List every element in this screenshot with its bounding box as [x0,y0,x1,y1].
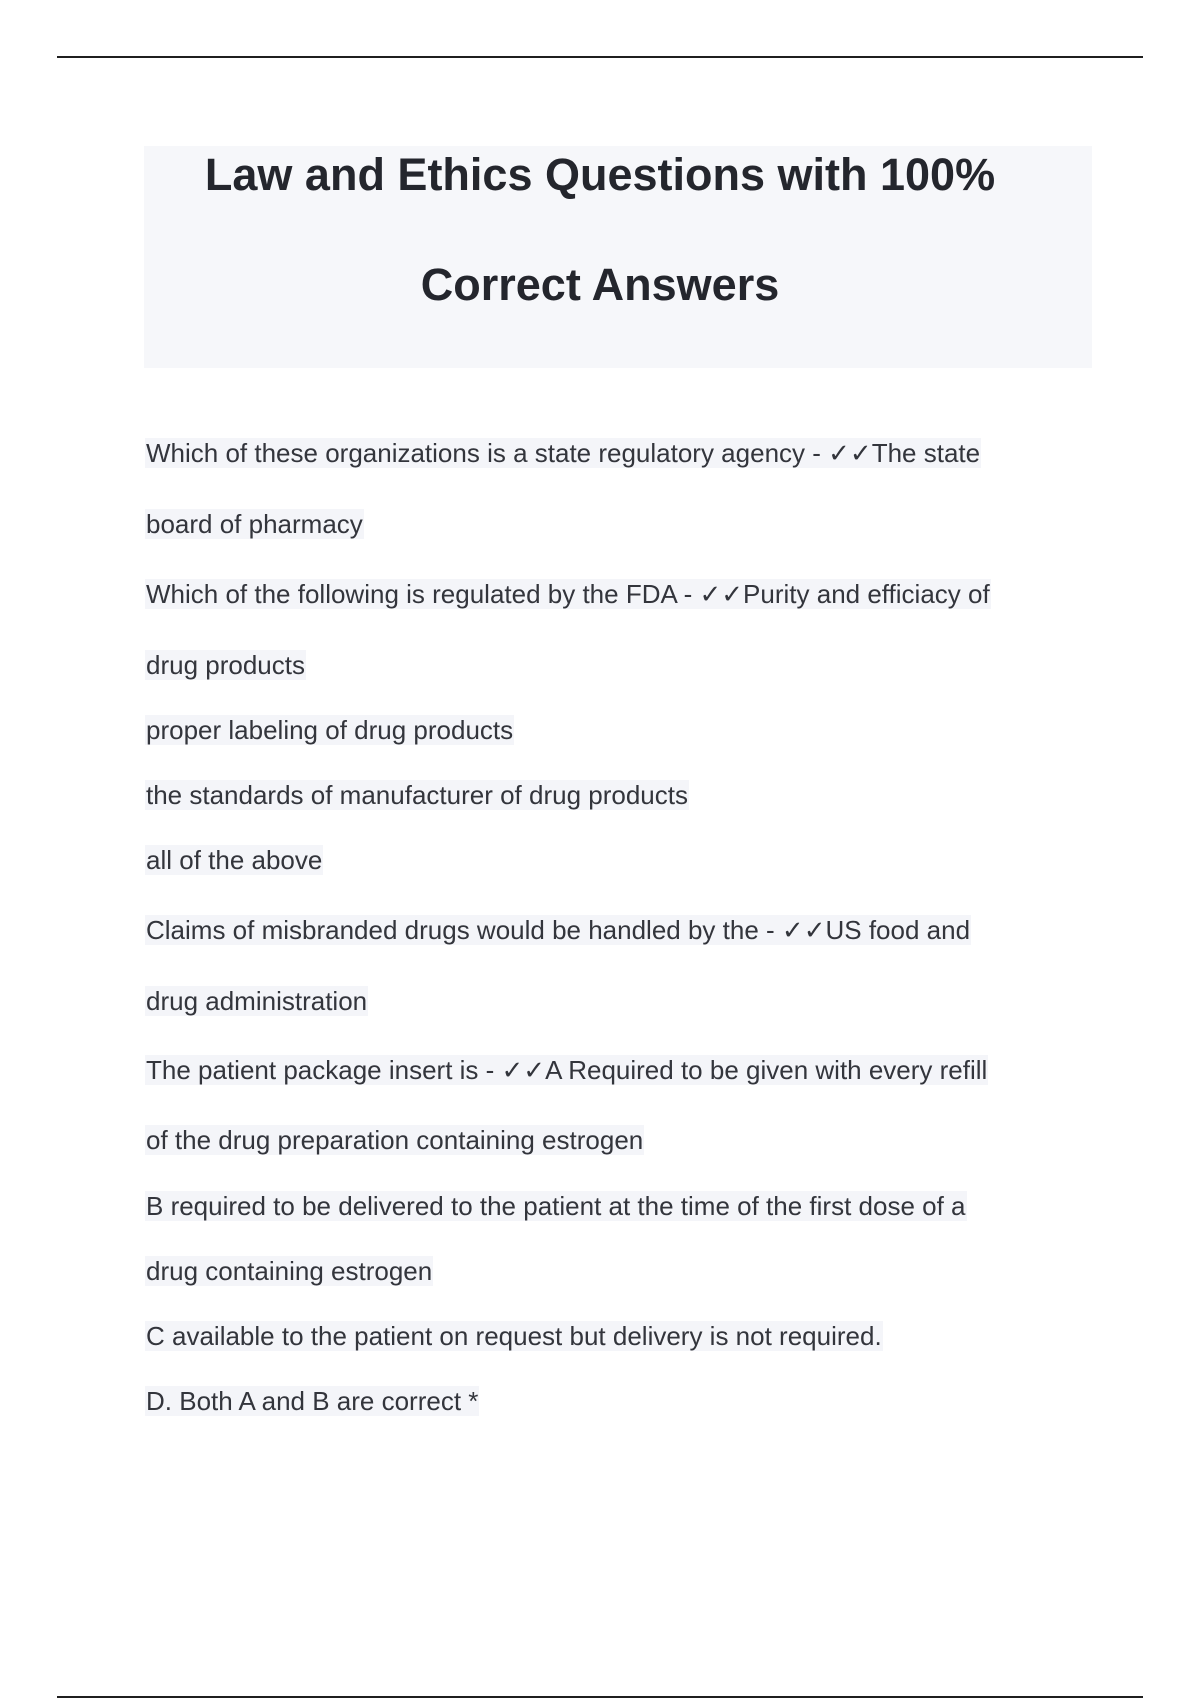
text-line: B required to be delivered to the patient at the time of the first dose of a [146,1191,966,1221]
text-line: drug products [146,650,305,680]
text-line: Which of the following is regulated by the FDA - ✓✓Purity and efficiacy of [146,579,990,609]
text-line: C available to the patient on request but delivery is not required. [146,1321,882,1351]
text-line: The patient package insert is - ✓✓A Required to be given with every refill [146,1055,988,1085]
top-rule [57,56,1143,58]
text-line: all of the above [146,845,323,875]
page-title-line-1: Law and Ethics Questions with 100% [204,149,996,200]
text-line: drug administration [146,986,368,1016]
text-line: proper labeling of drug products [146,715,514,745]
text-line: board of pharmacy [146,509,363,539]
text-line: D. Both A and B are correct * [146,1386,479,1416]
text-line: of the drug preparation containing estrogen [146,1125,644,1155]
text-line: the standards of manufacturer of drug products [146,780,688,810]
page-title-line-2: Correct Answers [420,259,780,310]
text-line: Which of these organizations is a state regulatory agency - ✓✓The state [146,438,981,468]
text-line: Claims of misbranded drugs would be handled by the - ✓✓US food and [146,915,971,945]
text-line: drug containing estrogen [146,1256,433,1286]
bottom-rule [57,1696,1143,1698]
